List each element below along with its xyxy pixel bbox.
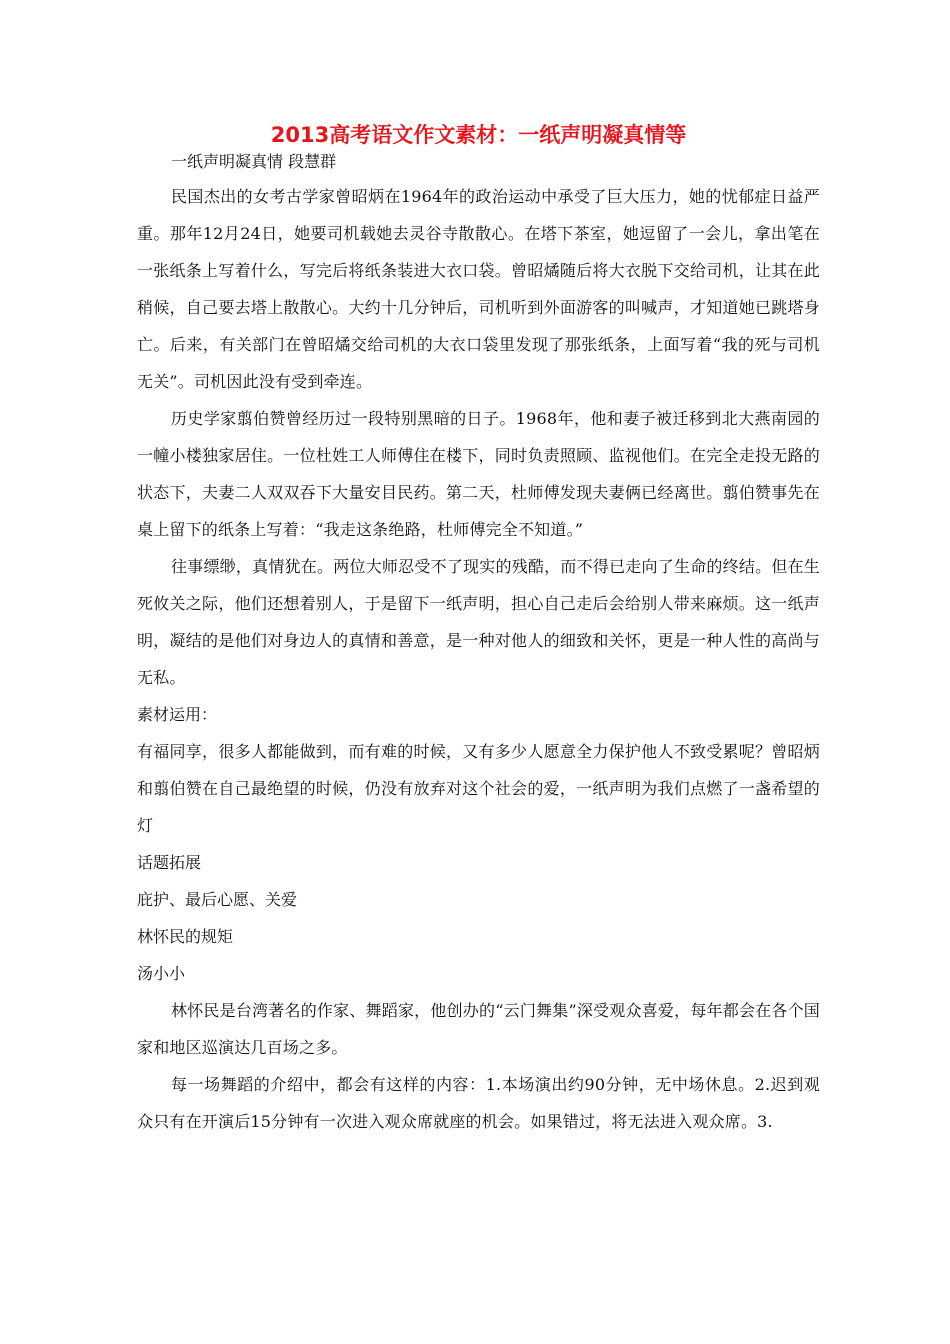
section1-paragraph-2: 历史学家翦伯赞曾经历过一段特别黑暗的日子。1968年，他和妻子被迁移到北大燕南园的一幢小楼独家居住。一位杜姓工人师傅住在楼下，同时负责照顾、监视他们。在完全走投无路的状态下，夫妻二人双双吞下大量安目民药。第二天，杜师傅发现夫妻俩已经离世。翦伯赞事先在桌上留下的纸条上写着：“我走这条绝路，杜师傅完全不知道。”	[137, 409, 820, 539]
section2-paragraph-1: 林怀民是台湾著名的作家、舞蹈家，他创办的“云门舞集”深受观众喜爱，每年都会在各个国家和地区巡演达几百场之多。	[137, 1001, 820, 1057]
section2-paragraph-2: 每一场舞蹈的介绍中，都会有这样的内容：1.本场演出约90分钟，无中场休息。2.迟到观众只有在开演后15分钟有一次进入观众席就座的机会。如果错过，将无法进入观众席。3.	[137, 1075, 820, 1131]
document-body	[137, 118, 820, 1140]
section1-paragraph-1: 民国杰出的女考古学家曾昭炳在1964年的政治运动中承受了巨大压力，她的忧郁症日益严重。那年12月24日，她要司机载她去灵谷寺散散心。在塔下茶室，她逗留了一会儿，拿出笔在一张纸条上写着什么，写完后将纸条装进大衣口袋。曾昭燏随后将大衣脱下交给司机，让其在此稍候，自己要去塔上散散心。大约十几分钟后，司机听到外面游客的叫喊声，才知道她已跳塔身亡。后来，有关部门在曾昭燏交给司机的大衣口袋里发现了那张纸条，上面写着“我的死与司机无关”。司机因此没有受到牵连。	[137, 187, 820, 391]
section2-author: 汤小小	[137, 964, 186, 983]
section1-paragraph-3: 往事缥缈，真情犹在。两位大师忍受不了现实的残酷，而不得已走向了生命的终结。但在生死攸关之际，他们还想着别人，于是留下一纸声明，担心自己走后会给别人带来麻烦。这一纸声明，凝结的是他们对身边人的真情和善意，是一种对他人的细致和关怀，更是一种人性的高尚与无私。	[137, 557, 820, 687]
topic-text: 庇护、最后心愿、关爱	[137, 890, 298, 909]
topic-label: 话题拓展	[137, 853, 202, 872]
material-label: 素材运用：	[137, 705, 218, 724]
document-title: 2013高考语文作文素材：一纸声明凝真情等	[270, 123, 687, 147]
material-text: 有福同享，很多人都能做到，而有难的时候，又有多少人愿意全力保护他人不致受累呢？曾昭炳和翦伯赞在自己最绝望的时候，仍没有放弃对这个社会的爱，一纸声明为我们点燃了一盏希望的灯	[137, 742, 820, 835]
section2-heading: 林怀民的规矩	[137, 927, 234, 946]
section1-heading: 一纸声明凝真情 段慧群	[171, 152, 337, 171]
